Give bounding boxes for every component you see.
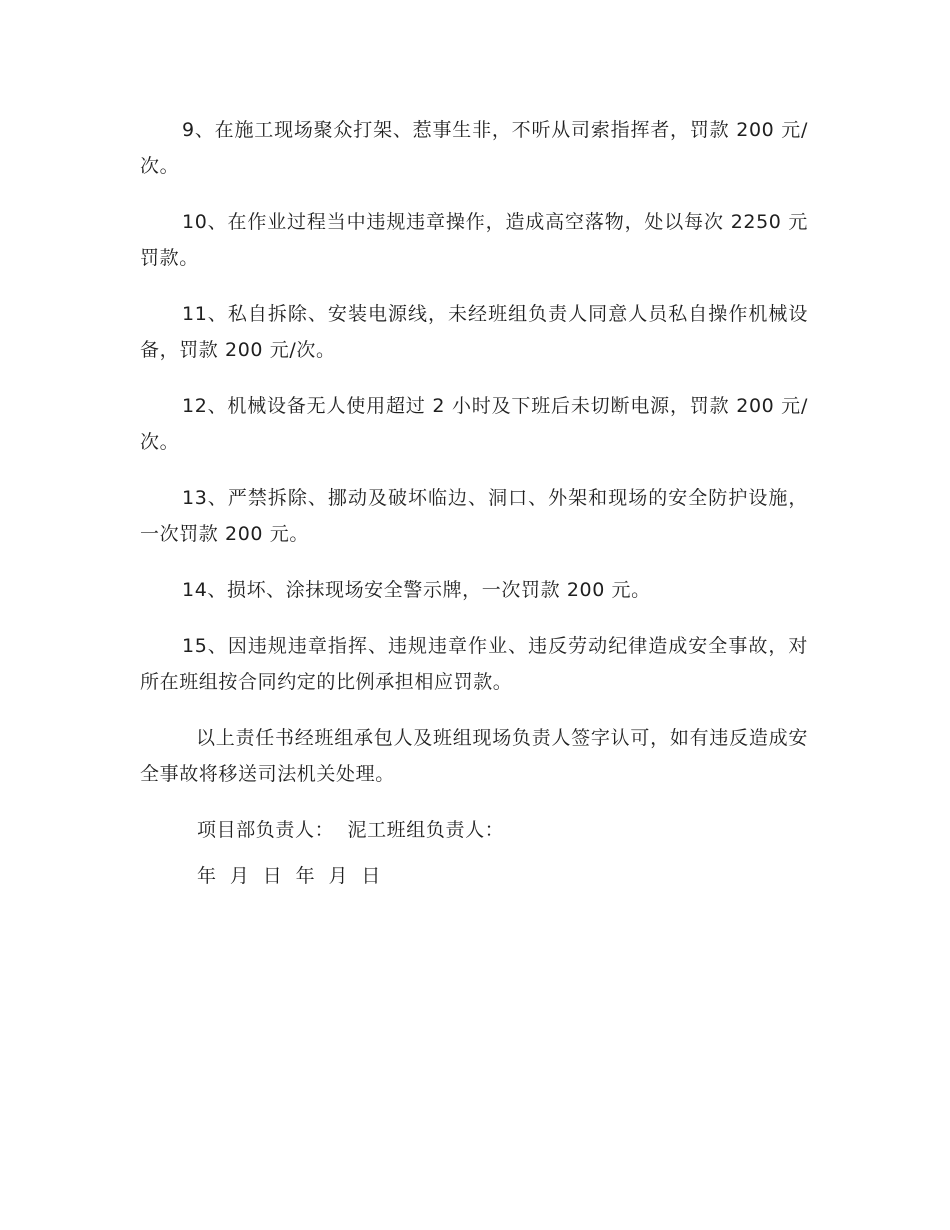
rule-item-13: 13、严禁拆除、挪动及破坏临边、洞口、外架和现场的安全防护设施，一次罚款 200 元。 — [140, 487, 808, 545]
rule-item-15: 15、因违规违章指挥、违规违章作业、违反劳动纪律造成安全事故，对所在班组按合同约定的比例承担相应罚款。 — [140, 635, 808, 693]
rule-item-12: 12、机械设备无人使用超过 2 小时及下班后未切断电源，罚款 200 元/次。 — [140, 395, 808, 453]
closing-statement: 以上责任书经班组承包人及班组现场负责人签字认可，如有违反造成安全事故将移送司法机关处理。 — [140, 727, 808, 785]
rule-item-11: 11、私自拆除、安装电源线，未经班组负责人同意人员私自操作机械设备，罚款 200 元/次。 — [140, 303, 808, 361]
signature-line: 项目部负责人： 泥工班组负责人： — [197, 819, 505, 841]
rule-item-10: 10、在作业过程当中违规违章操作，造成高空落物，处以每次 2250 元罚款。 — [140, 211, 808, 269]
date-line: 年 月 日 年 月 日 — [197, 865, 381, 887]
document-body — [140, 112, 808, 904]
rule-item-9: 9、在施工现场聚众打架、惹事生非，不听从司索指挥者，罚款 200 元/次。 — [140, 119, 808, 177]
rule-item-14: 14、损坏、涂抹现场安全警示牌，一次罚款 200 元。 — [182, 579, 651, 601]
